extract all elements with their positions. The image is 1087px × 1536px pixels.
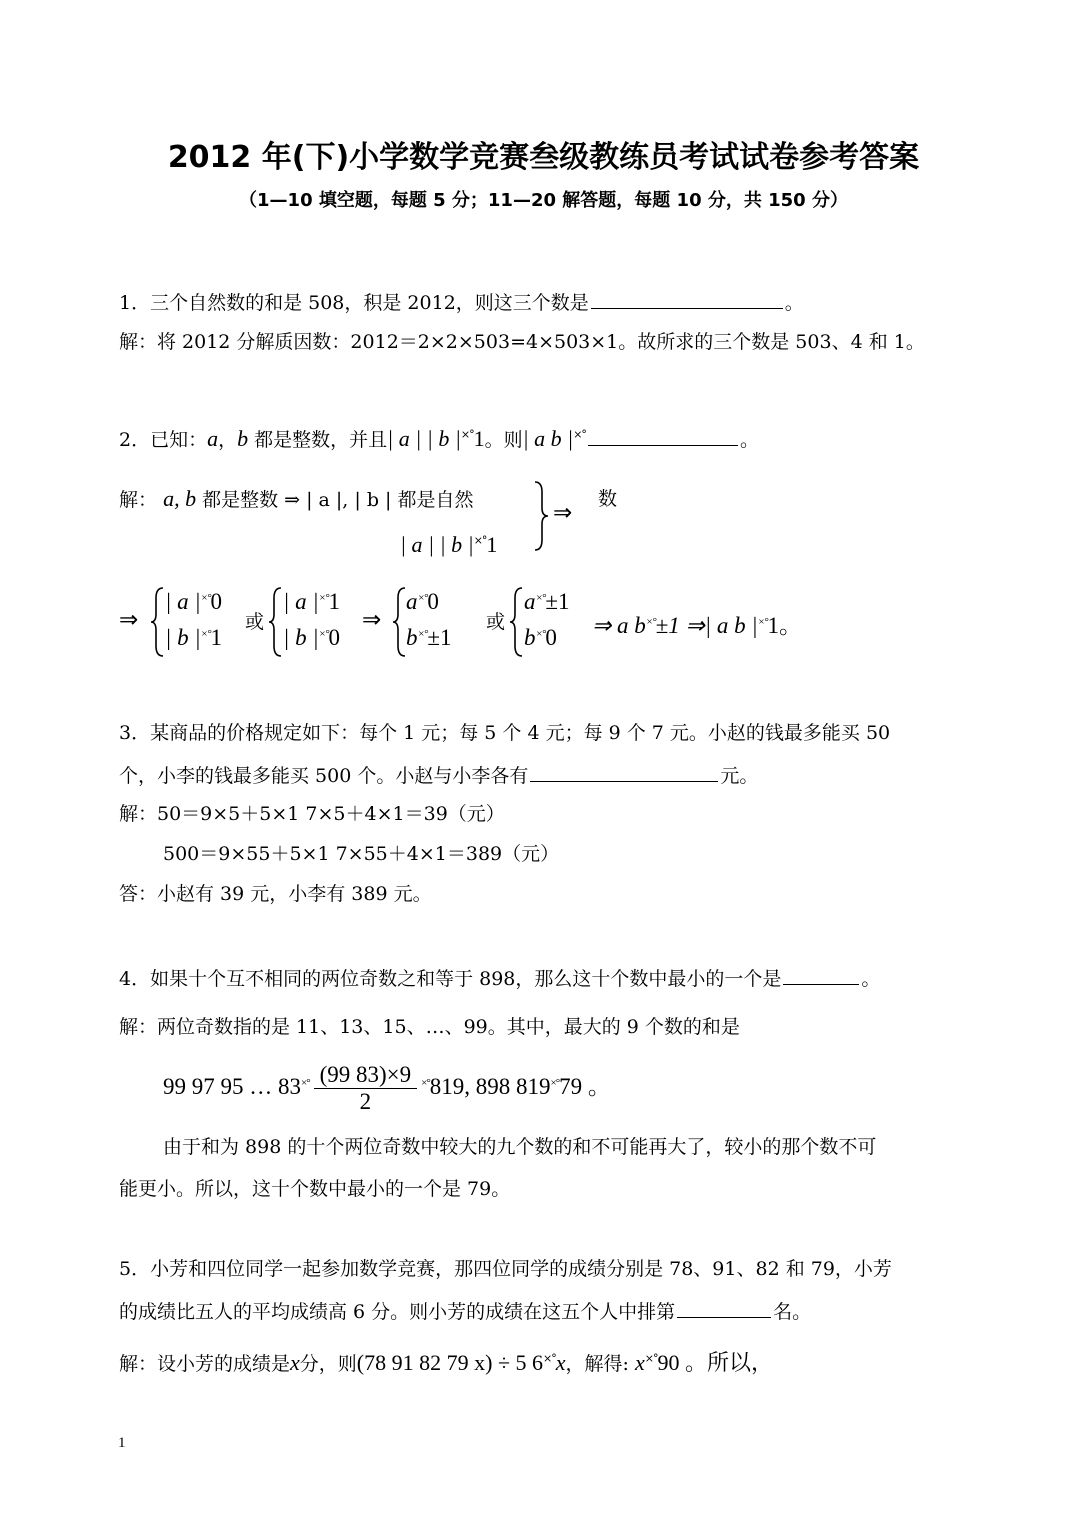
- q4-math-mid: 819, 898 819: [429, 1073, 551, 1099]
- q2-comma: ，: [218, 429, 238, 451]
- q5-line2: [119, 1297, 811, 1325]
- q2-case4-bottom: b×°0: [524, 625, 557, 650]
- q2-or-2: 或: [486, 611, 506, 633]
- q2-case1-brace: [150, 586, 166, 658]
- q1-question-end: 。: [784, 292, 804, 314]
- q2-sol-prefix: 解：: [119, 489, 158, 511]
- q2-then: 。则: [484, 429, 523, 451]
- q4-paragraph-2: 能更小。所以，这十个数中最小的一个是 79。: [119, 1178, 511, 1200]
- q1-solution: 解：将 2012 分解质因数：2012＝2×2×503=4×503×1。故所求的三个数是 503、4 和 1。: [119, 331, 925, 353]
- q4-fraction-denominator: 2: [359, 1089, 372, 1114]
- page-subtitle: （1—10 填空题，每题 5 分；11—20 解答题，每题 10 分，共 150 分）: [239, 190, 848, 211]
- page-number: 1: [118, 1435, 126, 1451]
- page-title: 2012 年(下)小学数学竞赛叁级教练员考试试卷参考答案: [167, 140, 920, 175]
- q2-case2-brace: [268, 586, 284, 658]
- q4-question-text: 4．如果十个互不相同的两位奇数之和等于 898，那么这十个数中最小的一个是: [119, 968, 782, 990]
- q5-line1: 5．小芳和四位同学一起参加数学竞赛，那四位同学的成绩分别是 78、91、82 和 79，小芳: [119, 1258, 892, 1280]
- q4-fraction: [314, 1062, 418, 1115]
- q4-garble-3: ×°: [550, 1076, 560, 1089]
- q2-case2-bottom: | b |×°0: [283, 625, 340, 650]
- q5-sol-mid: 分，则: [299, 1353, 357, 1375]
- q5-solution: [119, 1346, 773, 1377]
- q3-line2: [119, 761, 758, 789]
- q2-prefix: 2．已知：: [119, 429, 208, 451]
- q1-question: [119, 288, 804, 316]
- q2-or-1: 或: [245, 611, 265, 633]
- q5-garble-2: ×°: [644, 1352, 658, 1365]
- q4-question-end: 。: [861, 968, 881, 990]
- q5-answer-blank: [677, 1297, 771, 1318]
- q2-case4-brace: [509, 586, 525, 658]
- q5-sol-prefix: 解：设小芳的成绩是: [119, 1353, 291, 1375]
- q2-right-brace: [532, 480, 550, 552]
- q2-abs-b: | b |: [421, 426, 461, 451]
- q5-line2-text: 的成绩比五人的平均成绩高 6 分。则小芳的成绩在这五个人中排第: [119, 1301, 676, 1323]
- q2-row2-abs: | a | | b |: [400, 532, 474, 557]
- q5-var-x3: x: [634, 1350, 645, 1375]
- q2-garble-1: ×°: [460, 428, 474, 441]
- q4-question: [119, 964, 880, 992]
- q3-answer: 答：小赵有 39 元，小李有 389 元。: [119, 883, 432, 905]
- q2-var-b: b: [237, 426, 249, 451]
- q5-line2-end: 名。: [773, 1301, 812, 1323]
- q2-abs-ab: | a b |: [522, 426, 574, 451]
- q2-row2-one: 1: [486, 532, 498, 557]
- q2-solution-row2: [400, 528, 497, 559]
- q2-case4-top: a×°±1: [524, 589, 570, 614]
- q2-cases-implies-2: ⇒: [362, 607, 382, 632]
- q4-solution-1: 解：两位奇数指的是 11、13、15、…、99。其中，最大的 9 个数的和是: [119, 1016, 740, 1038]
- q4-answer-blank: [783, 964, 859, 985]
- q2-solution-row1: [119, 486, 473, 513]
- q4-paragraph-1: 由于和为 898 的十个两位奇数中较大的九个数的和不可能再大了，较小的那个数不可: [163, 1136, 877, 1158]
- q5-sol-end: 90 。所以，: [657, 1350, 773, 1375]
- q1-answer-blank: [591, 288, 783, 309]
- q3-answer-blank: [530, 761, 718, 782]
- q2-case1-top: | a |×°0: [165, 589, 222, 614]
- q2-end: 。: [739, 429, 759, 451]
- q2-cases-implies-1: ⇒: [119, 607, 139, 632]
- q2-question: [119, 422, 759, 453]
- q3-solution-2: 500＝9×55＋5×1 7×55＋4×1＝389（元）: [163, 843, 560, 865]
- q4-math-left: 99 97 95 … 83: [163, 1073, 301, 1099]
- q5-var-x2: x: [555, 1350, 566, 1375]
- q5-var-x: x: [290, 1350, 300, 1375]
- q2-one: 1: [473, 426, 485, 451]
- q2-abs-a: | a |: [387, 426, 422, 451]
- q5-sol-expr: (78 91 82 79 x) ÷ 5 6: [356, 1350, 544, 1375]
- q2-mid: 都是整数，并且: [248, 429, 388, 451]
- q5-garble-1: ×°: [543, 1352, 556, 1365]
- q3-line2-text: 个，小李的钱最多能买 500 个。小赵与小李各有: [119, 765, 529, 787]
- q4-math-line: [163, 1062, 611, 1115]
- q4-garble-1: ×°: [301, 1076, 310, 1089]
- q2-answer-blank: [588, 425, 738, 446]
- q3-line2-end: 元。: [720, 765, 759, 787]
- q2-case1-bottom: | b |×°1: [165, 625, 222, 650]
- q2-case3-bottom: b×°±1: [406, 625, 452, 650]
- q3-line1: 3．某商品的价格规定如下：每个 1 元；每 5 个 4 元；每 9 个 7 元。小赵的钱最多能买 50: [119, 722, 891, 744]
- q2-sol-text1: 都是整数 ⇒ | a |, | b | 都是自然: [196, 489, 474, 511]
- q4-math-end: 79 。: [559, 1073, 611, 1099]
- q3-solution-1: 解：50＝9×5＋5×1 7×5＋4×1＝39（元）: [119, 803, 505, 825]
- q2-case2-top: | a |×°1: [283, 589, 340, 614]
- q2-row2-garble: ×°: [473, 534, 487, 547]
- q1-question-text: 1．三个自然数的和是 508，积是 2012，则这三个数是: [119, 292, 589, 314]
- q2-cases-tail: ⇒ a b×°±1 ⇒| a b |×°1。: [592, 613, 802, 638]
- q2-sol-implies: ⇒: [553, 500, 573, 525]
- q4-fraction-numerator: (99 83)×9: [314, 1062, 418, 1089]
- q2-sol-ab: a, b: [163, 486, 197, 511]
- q2-sol-text2: 数: [598, 488, 618, 510]
- q2-garble-2: ×°: [573, 428, 586, 441]
- q4-garble-2: ×°: [421, 1076, 430, 1089]
- q2-var-a: a: [207, 426, 219, 451]
- q5-sol-solved: ，解得:: [565, 1353, 629, 1375]
- q2-case3-top: a×°0: [406, 589, 439, 614]
